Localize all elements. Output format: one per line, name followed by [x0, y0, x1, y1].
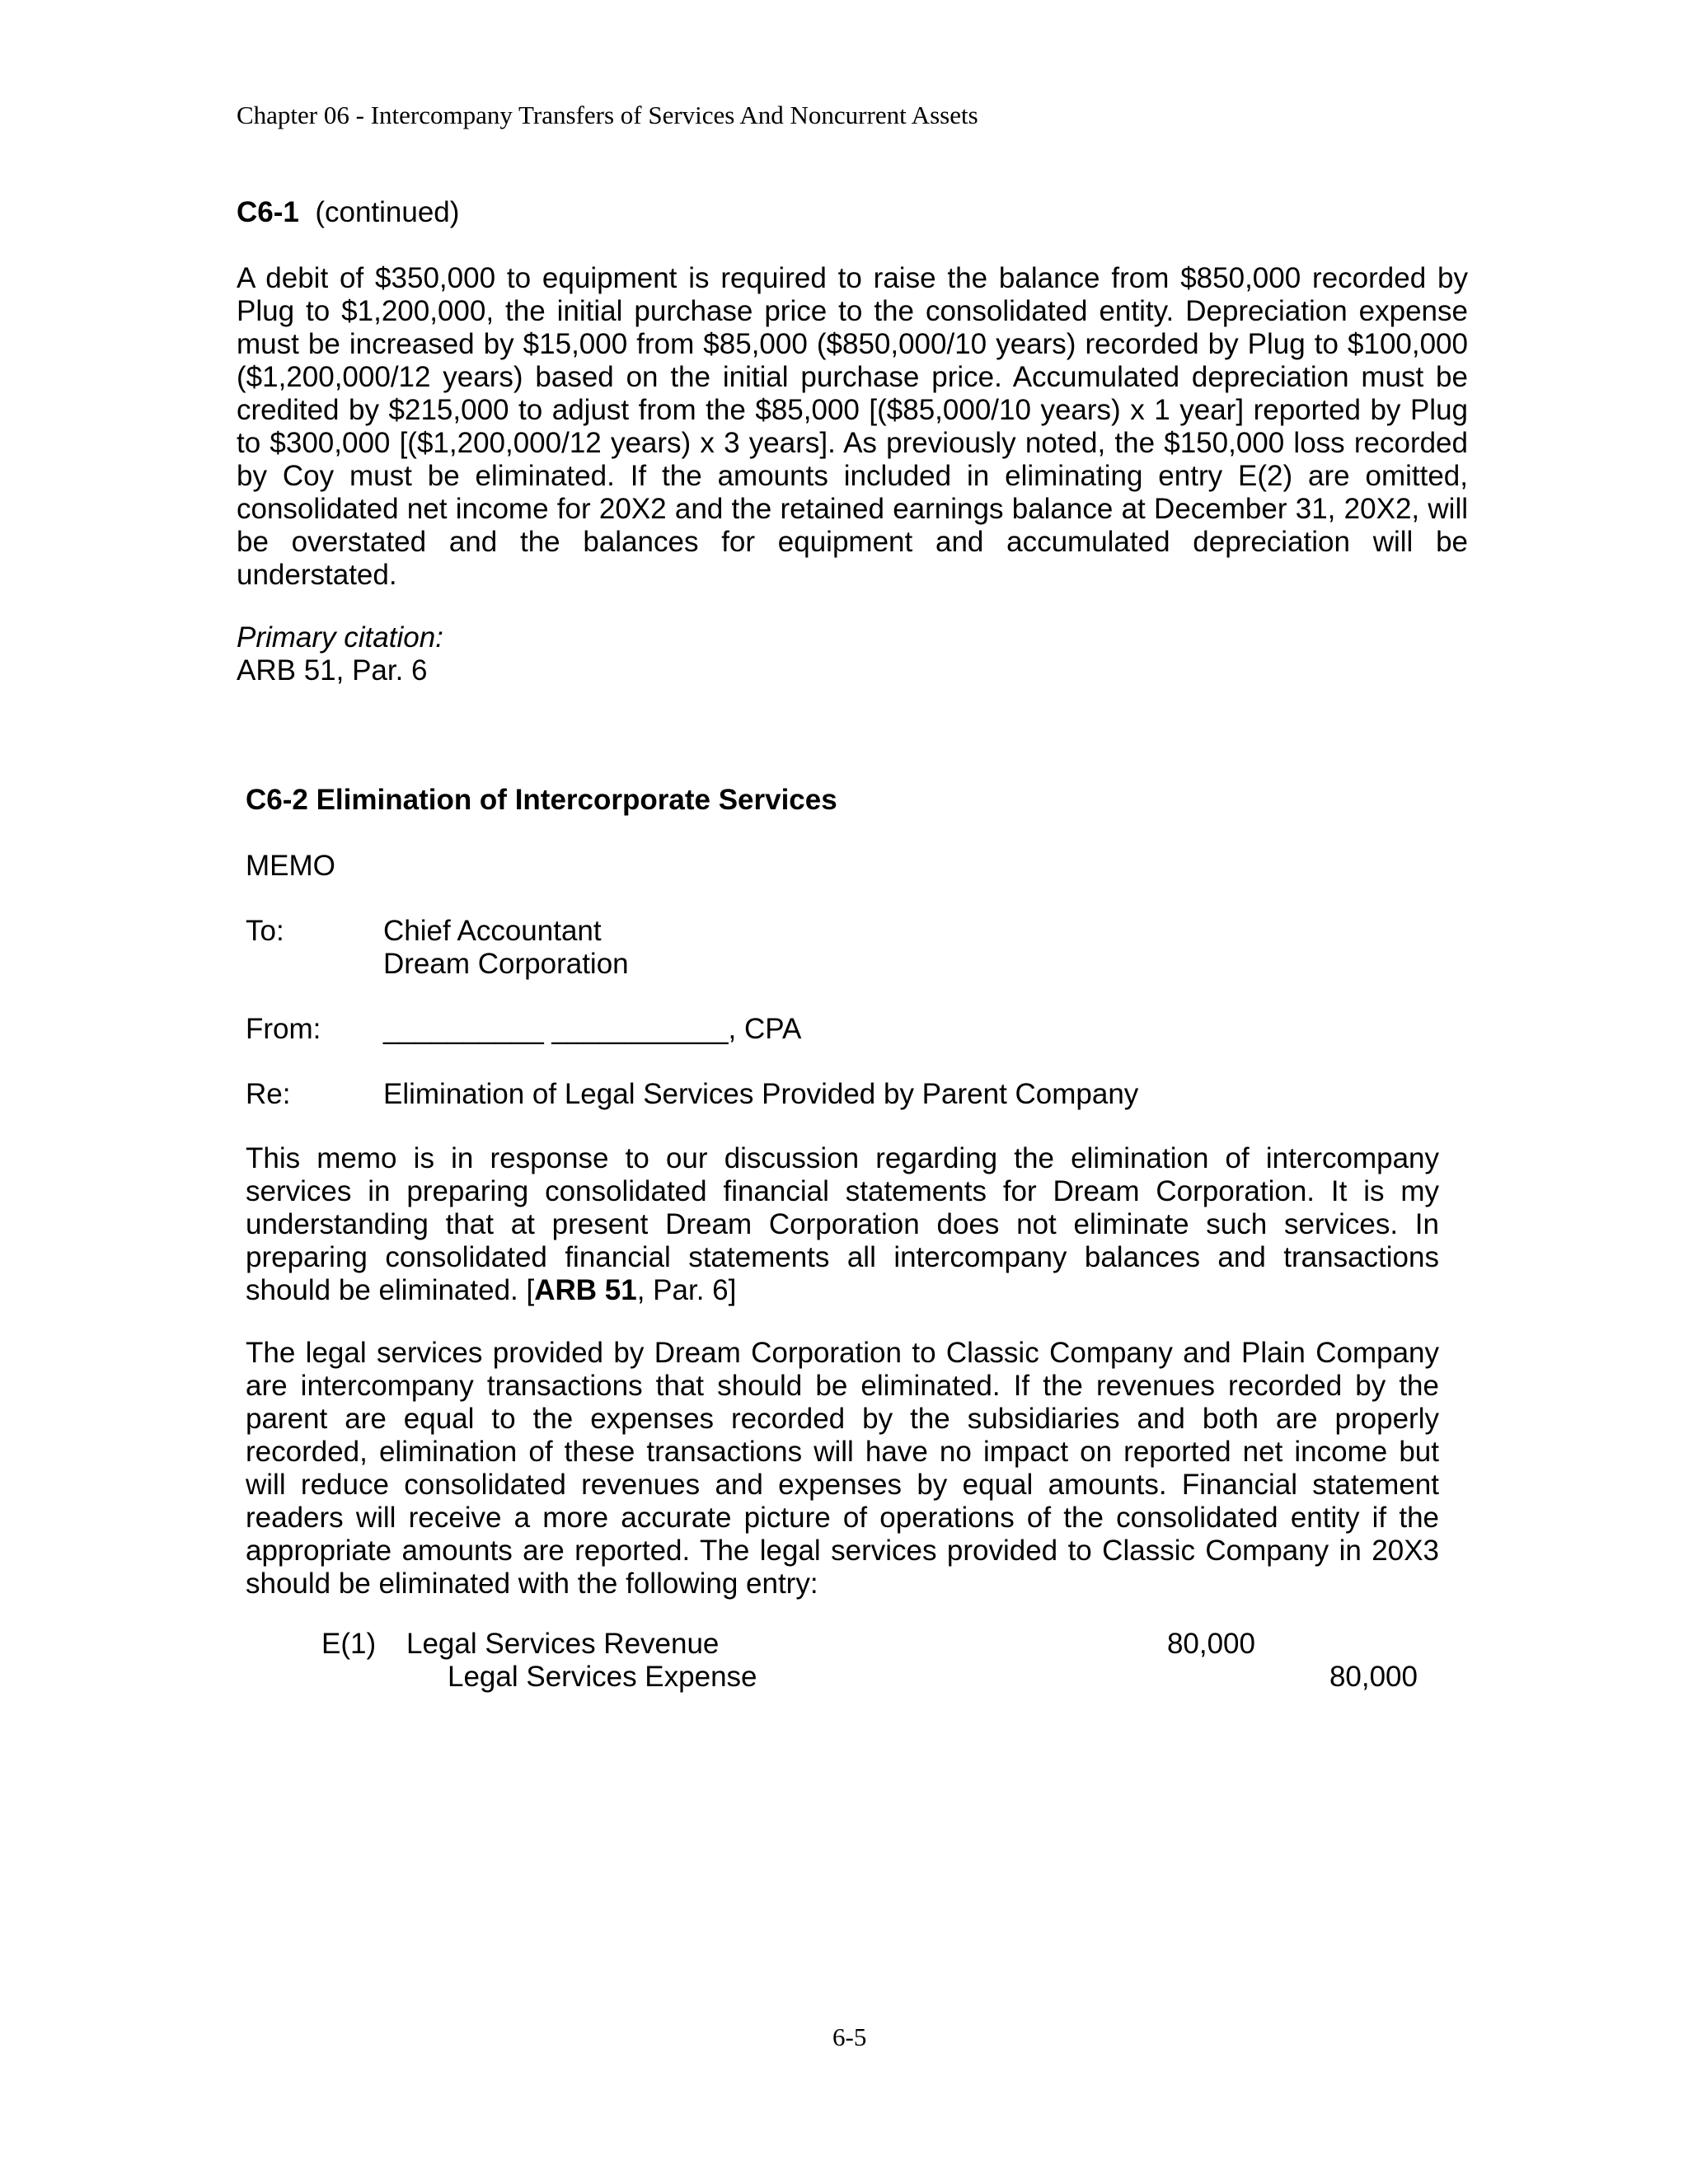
p1-end: , Par. 6]	[636, 1274, 737, 1306]
memo-paragraph-1	[246, 1142, 1439, 1307]
c61-label: C6-1	[237, 196, 299, 228]
re-label: Re:	[246, 1078, 291, 1110]
from-label: From:	[246, 1013, 321, 1045]
citation-value: ARB 51, Par. 6	[237, 654, 428, 687]
entry-label: E(1)	[321, 1628, 377, 1660]
c61-continued: (continued)	[315, 196, 460, 228]
to-label: To:	[246, 915, 284, 947]
memo-from	[246, 1013, 1400, 1046]
c61-title	[237, 196, 459, 229]
to-line2: Dream Corporation	[383, 948, 629, 980]
credit-account: Legal Services Expense	[448, 1661, 757, 1693]
chapter-header: Chapter 06 - Intercompany Transfers of Services And Noncurrent Assets	[237, 101, 978, 129]
p1-text: This memo is in response to our discussion regarding the elimination of intercompany services in preparing consolidated financial statements for Dream Corporation. It is my understanding that at present Dream Corporation does not eliminate such services. In preparing consolidated financial statements all intercompany balances and transactions should be eliminated. [	[246, 1142, 1439, 1306]
debit-account: Legal Services Revenue	[406, 1628, 720, 1660]
credit-amount: 80,000	[1329, 1661, 1418, 1693]
debit-amount: 80,000	[1166, 1628, 1255, 1660]
c62-heading: C6-2 Elimination of Intercorporate Services	[246, 784, 837, 816]
memo-to	[246, 915, 1400, 981]
memo-label: MEMO	[246, 850, 335, 882]
from-value: __________ ___________, CPA	[383, 1013, 802, 1045]
p1-bold: ARB 51	[534, 1274, 637, 1306]
journal-entry	[0, 1628, 1688, 1694]
to-line1: Chief Accountant	[383, 915, 602, 947]
page-number: 6-5	[832, 2022, 867, 2051]
memo-re	[246, 1078, 1400, 1111]
citation-label: Primary citation:	[237, 621, 443, 654]
memo-paragraph-2: The legal services provided by Dream Corporation to Classic Company and Plain Company are intercompany transactions that should be eliminated. If the revenues recorded by the parent are equal to the expenses recorded by the subsidiaries and both are properly recorded, elimination of these transactions will have no impact on reported net income but will reduce consolidated revenues and expenses by equal amounts. Financial statement readers will receive a more accurate picture of operations of the consolidated entity if the appropriate amounts are reported. The legal services provided to Classic Company in 20X3 should be eliminated with the following entry:	[246, 1337, 1439, 1600]
re-value: Elimination of Legal Services Provided by Parent Company	[383, 1078, 1139, 1110]
c61-paragraph: A debit of $350,000 to equipment is required to raise the balance from $850,000 recorded by Plug to $1,200,000, the initial purchase price to the consolidated entity. Depreciation expense must be increased by $15,000 from $85,000 ($850,000/10 years) recorded by Plug to $100,000 ($1,200,000/12 years) based on the initial purchase price. Accumulated depreciation must be credited by $215,000 to adjust from the $85,000 [($85,000/10 years) x 1 year] reported by Plug to $300,000 [($1,200,000/12 years) x 3 years]. As previously noted, the $150,000 loss recorded by Coy must be eliminated. If the amounts included in eliminating entry E(2) are omitted, consolidated net income for 20X2 and the retained earnings balance at December 31, 20X2, will be overstated and the balances for equipment and accumulated depreciation will be understated.	[237, 262, 1468, 591]
